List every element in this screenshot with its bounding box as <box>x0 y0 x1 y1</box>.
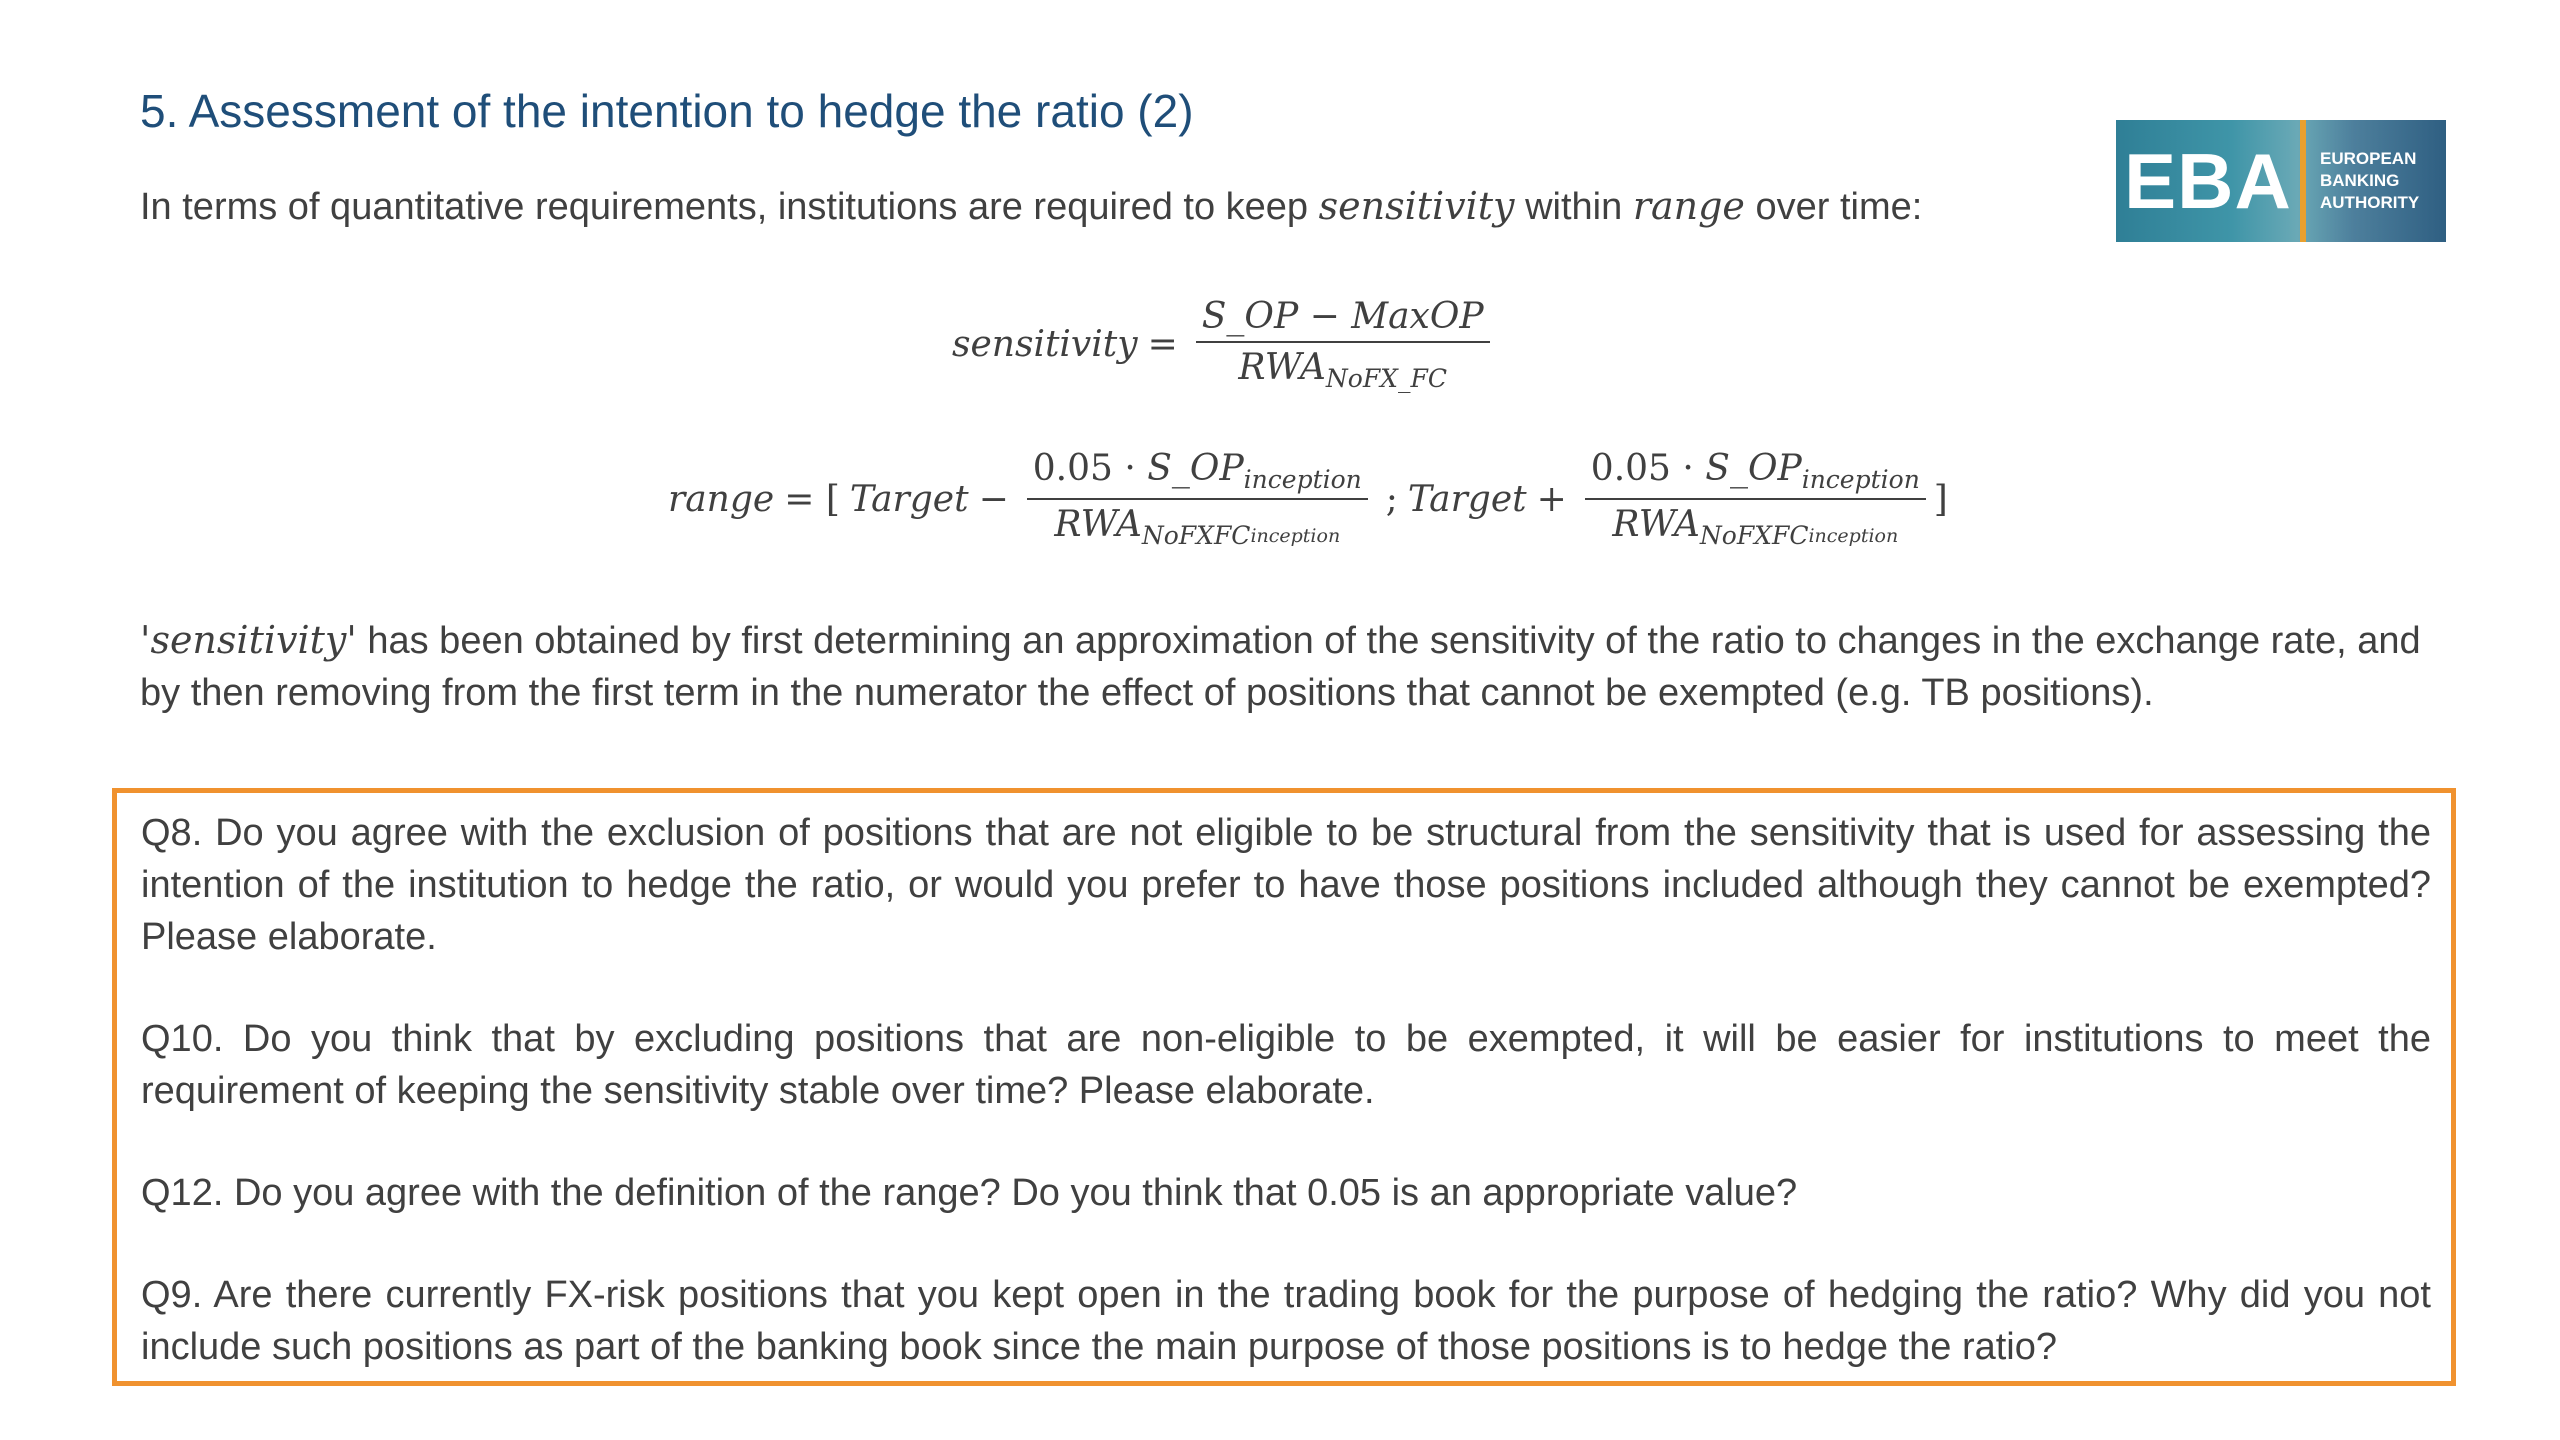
explanation-text: has been obtained by first determining an approximation of the sensitivity of the ratio to changes in the exchange rate, and by then removing from the first term in the numerator the effect of positions that cannot be exempted (e.g. TB positions). <box>140 620 2421 714</box>
slide-title: 5. Assessment of the intention to hedge the ratio (2) <box>140 85 1194 137</box>
range-minus: − <box>978 478 1009 520</box>
range-lower-numerator <box>1027 448 1368 500</box>
sensitivity-numerator: S_OP − MaxOP <box>1196 296 1490 343</box>
range-formula <box>668 448 1948 550</box>
logo-words <box>2306 149 2419 213</box>
range-upper-coef: 0.05 · <box>1590 448 1706 489</box>
range-upper-sop: S_OP <box>1705 448 1802 489</box>
sensitivity-lhs: sensitivity <box>952 324 1138 365</box>
range-upper-inception: inception <box>1808 525 1899 547</box>
logo-line-1: EUROPEAN <box>2320 149 2417 168</box>
intro-var-sensitivity: sensitivity <box>1318 184 1515 228</box>
intro-middle: within <box>1514 186 1633 228</box>
range-equals: = [ <box>784 478 840 520</box>
intro-text <box>140 184 1922 229</box>
sensitivity-den-sub: NoFX_FC <box>1325 364 1447 393</box>
range-fraction-lower <box>1027 448 1368 550</box>
question-q9: Q9. Are there currently FX-risk positions that you kept open in the trading book for the purpose of hedging the ratio? Why did you not include such positions as part of the banking book since the main purpose of those positions is to hedge the ratio? <box>141 1274 2431 1368</box>
intro-var-range: range <box>1632 184 1745 228</box>
range-lower-rwa: RWA <box>1054 504 1142 545</box>
question-q10: Q10. Do you think that by excluding positions that are non-eligible to be exempted, it will be easier for institutions to meet the requirement of keeping the sensitivity stable over time? Please elaborate. <box>141 1018 2431 1112</box>
range-lower-nofx: NoFX <box>1141 521 1214 550</box>
questions-box <box>112 788 2456 1386</box>
range-lhs: range <box>668 478 775 520</box>
range-lower-coef: 0.05 · <box>1032 448 1148 489</box>
sensitivity-den-main: RWA <box>1238 347 1326 388</box>
range-upper-nofx: NoFX <box>1699 521 1772 550</box>
question-q12: Q12. Do you agree with the definition of the range? Do you think that 0.05 is an appropriate value? <box>141 1172 1798 1214</box>
logo-line-2: BANKING <box>2320 171 2400 190</box>
logo-line-3: AUTHORITY <box>2320 193 2420 212</box>
range-upper-denominator <box>1606 500 1904 550</box>
range-lower-sop: S_OP <box>1147 448 1244 489</box>
sensitivity-equals: = <box>1147 324 1178 365</box>
question-q8: Q8. Do you agree with the exclusion of positions that are not eligible to be structural from the sensitivity that is used for assessing the intention of the institution to hedge the ratio, or would you prefer to have those positions included although they cannot be exempted? Please elaborate. <box>141 812 2431 958</box>
range-fraction-upper <box>1585 448 1926 550</box>
range-upper-fc: FC <box>1771 521 1809 550</box>
range-upper-sop-sub: inception <box>1801 465 1920 494</box>
explanation-paragraph <box>140 614 2450 719</box>
intro-before: In terms of quantitative requirements, institutions are required to keep <box>140 186 1319 228</box>
sensitivity-formula <box>952 296 1498 393</box>
range-plus: + <box>1536 478 1567 520</box>
intro-after: over time: <box>1744 186 1923 228</box>
range-close-bracket: ] <box>1933 478 1948 520</box>
range-lower-denominator <box>1048 500 1346 550</box>
range-upper-numerator <box>1585 448 1926 500</box>
logo-acronym: EBA <box>2124 136 2292 225</box>
eba-logo <box>2116 120 2446 242</box>
range-lower-inception: inception <box>1250 525 1341 547</box>
sensitivity-denominator <box>1232 343 1453 393</box>
explanation-var: 'sensitivity' <box>140 618 357 662</box>
range-lower-sop-sub: inception <box>1243 465 1362 494</box>
range-separator: ; <box>1385 478 1398 520</box>
range-lower-fc: FC <box>1213 521 1251 550</box>
range-upper-rwa: RWA <box>1612 504 1700 545</box>
range-target-upper: Target <box>1407 478 1527 520</box>
sensitivity-fraction <box>1196 296 1490 393</box>
range-target-lower: Target <box>849 478 969 520</box>
